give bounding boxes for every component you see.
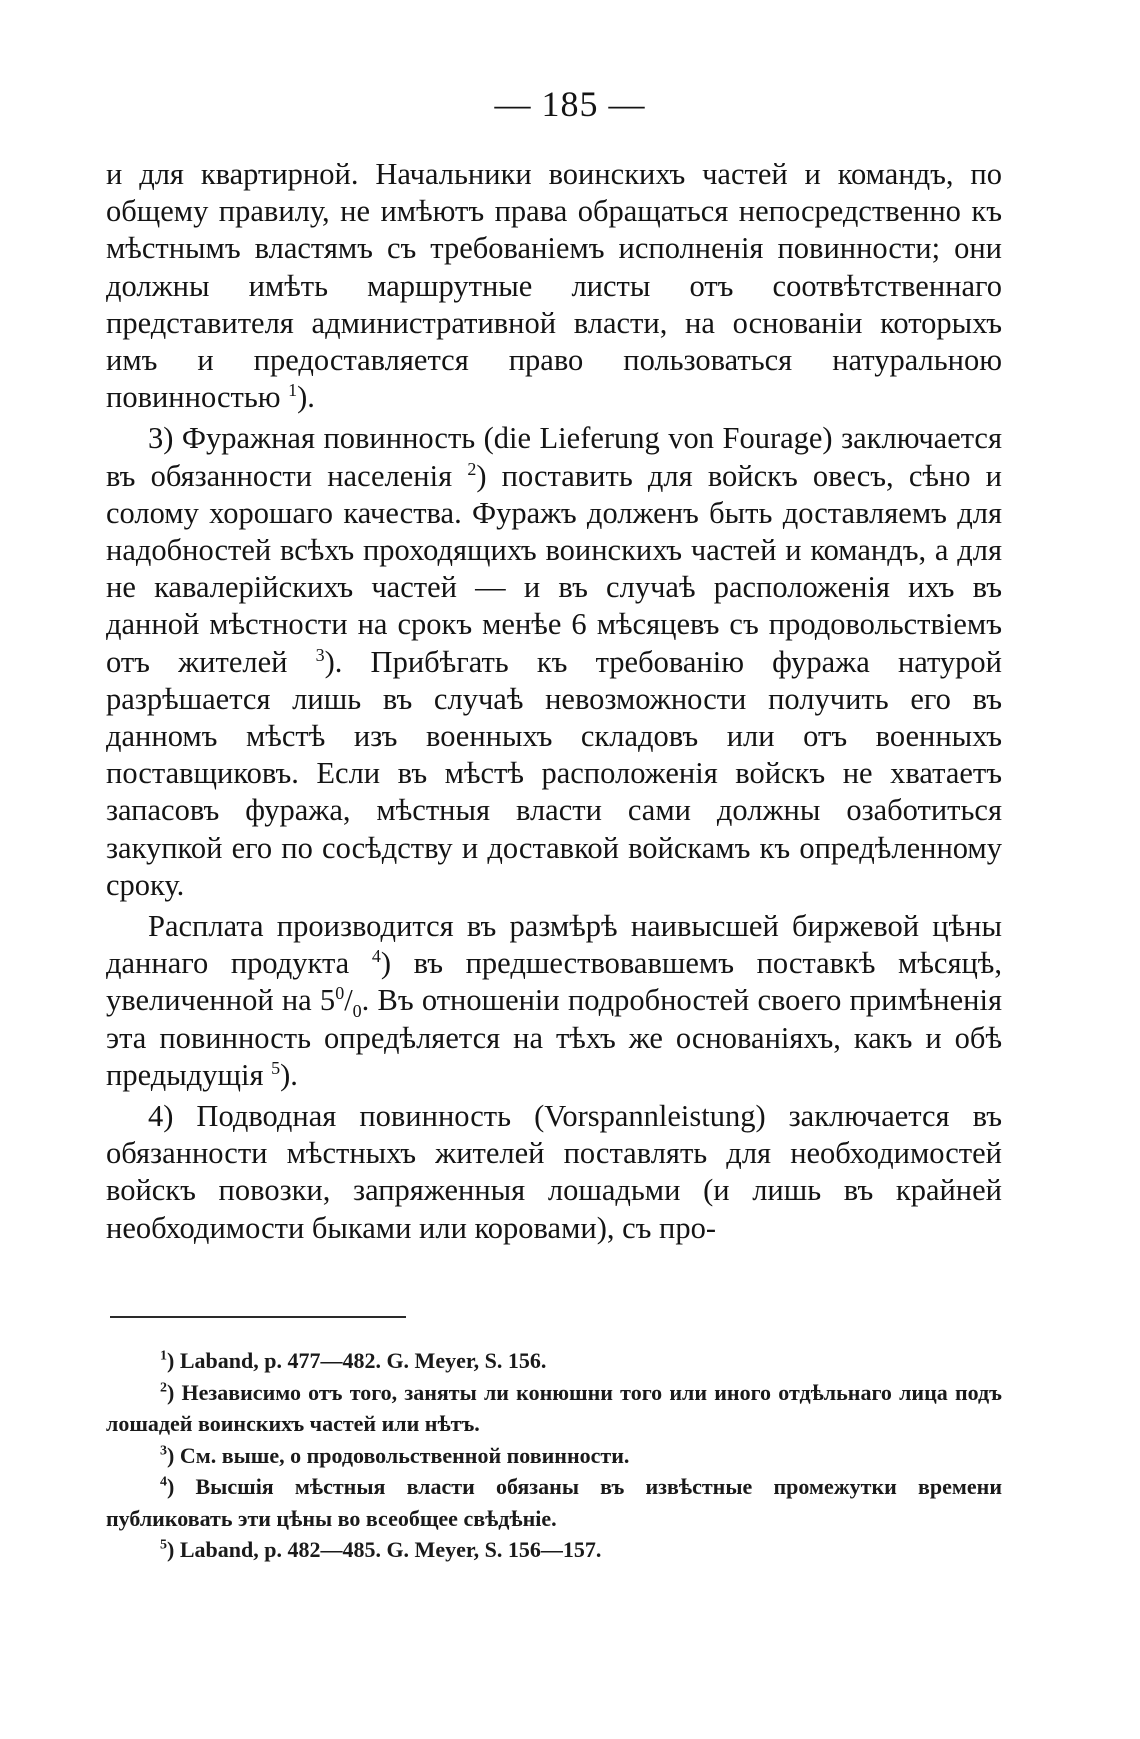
footnote-divider (110, 1316, 406, 1318)
paragraph-4-text: 4) Подводная повинность (Vorspannleistung) заключается въ обязанности мѣстныхъ жителей поставлять для необходимостей войскъ повозки, запряженныя лошадьми (и лишь въ крайней необходимости быками или коровами), съ про- (106, 1099, 1002, 1245)
footnote-2 (106, 1377, 1002, 1440)
footnote-mark: 4 (160, 1474, 167, 1490)
percent-subscript: 0 (352, 1001, 362, 1022)
footnotes (106, 1345, 1002, 1566)
paragraph-3-part-d: ). (280, 1057, 298, 1092)
footnote-1 (106, 1345, 1002, 1377)
percent-superscript: 0 (335, 983, 345, 1004)
paragraph-2 (106, 420, 1002, 904)
footnote-mark: 2 (160, 1380, 167, 1396)
paragraph-3-part-a: Расплата производится въ размѣрѣ наивысшей биржевой цѣны даннаго продукта (106, 909, 1002, 981)
footnote-text: ) См. выше, о продовольственной повинности. (167, 1442, 630, 1468)
footnote-ref-3: 3 (315, 644, 325, 665)
paragraph-2-part-c: ). Прибѣгать къ требованію фуража натурой разрѣшается лишь въ случаѣ невозможности получить его въ данномъ мѣстѣ изъ военныхъ складовъ или отъ военныхъ поставщиковъ. Если въ мѣстѣ расположенія войскъ не хватаетъ запасовъ фуража, мѣстныя власти сами должны озаботиться закупкой его по сосѣдству и доставкой войскамъ къ опредѣленному сроку. (106, 644, 1003, 902)
footnote-text: ) Laband, p. 482—485. G. Meyer, S. 156—157. (167, 1537, 602, 1562)
footnote-3 (106, 1440, 1002, 1472)
paragraph-1 (106, 156, 1002, 416)
paragraph-4 (106, 1098, 1002, 1247)
paragraph-3 (106, 908, 1002, 1094)
footnote-ref-1: 1 (288, 380, 298, 401)
footnote-ref-4: 4 (371, 946, 381, 967)
paragraph-2-part-b: ) поставить для войскъ овесъ, сѣно и солому хорошаго качества. Фуражъ долженъ быть доставляемъ для надобностей всѣхъ проходящихъ воинскихъ частей и командъ, а для не кавалерійскихъ частей — и въ случаѣ расположенія ихъ въ данной мѣстности на срокъ менѣе 6 мѣсяцевъ съ продовольствіемъ отъ жителей (106, 458, 1002, 679)
footnote-mark: 5 (160, 1537, 167, 1553)
footnote-ref-5: 5 (271, 1057, 281, 1078)
footnote-4 (106, 1471, 1002, 1534)
footnote-mark: 1 (160, 1348, 167, 1364)
footnote-text: ) Высшія мѣстныя власти обязаны въ извѣстные промежутки времени публиковать эти цѣны во всеобщее свѣдѣніе. (106, 1474, 1002, 1531)
footnote-5 (106, 1534, 1002, 1566)
paragraph-3-part-c: . Въ отношеніи подробностей своего примѣненія эта повинность опредѣляется на тѣхъ же основаніяхъ, какъ и обѣ предыдущія (106, 983, 1002, 1092)
footnote-text: ) Laband, p. 477—482. G. Meyer, S. 156. (167, 1348, 547, 1373)
paragraph-3-part-b: ) въ предшествовавшемъ поставкѣ мѣсяцѣ, увеличенной на 5 (106, 946, 1002, 1018)
paragraph-1-end: ). (297, 380, 315, 415)
footnote-text: ) Независимо отъ того, заняты ли конюшни того или иного отдѣльнаго лица подъ лошадей воинскихъ частей или нѣтъ. (106, 1379, 1002, 1436)
paragraph-1-text: и для квартирной. Начальники воинскихъ частей и командъ, по общему правилу, не имѣютъ права обращаться непосредственно къ мѣстнымъ властямъ съ требованіемъ исполненія повинности; они должны имѣть маршрутные листы отъ соотвѣтственнаго представителя административной власти, на основаніи которыхъ имъ и предоставляется право пользоваться натуральною повинностью (106, 157, 1002, 415)
footnote-ref-2: 2 (467, 458, 477, 479)
paragraph-2-part-a: 3) Фуражная повинность (die Lieferung von Fourage) заключается въ обязанности населенія (106, 421, 1002, 493)
percent-slash: / (344, 983, 353, 1018)
footnote-mark: 3 (160, 1443, 167, 1459)
main-text (106, 156, 1002, 1251)
page-number: — 185 — (494, 84, 646, 124)
